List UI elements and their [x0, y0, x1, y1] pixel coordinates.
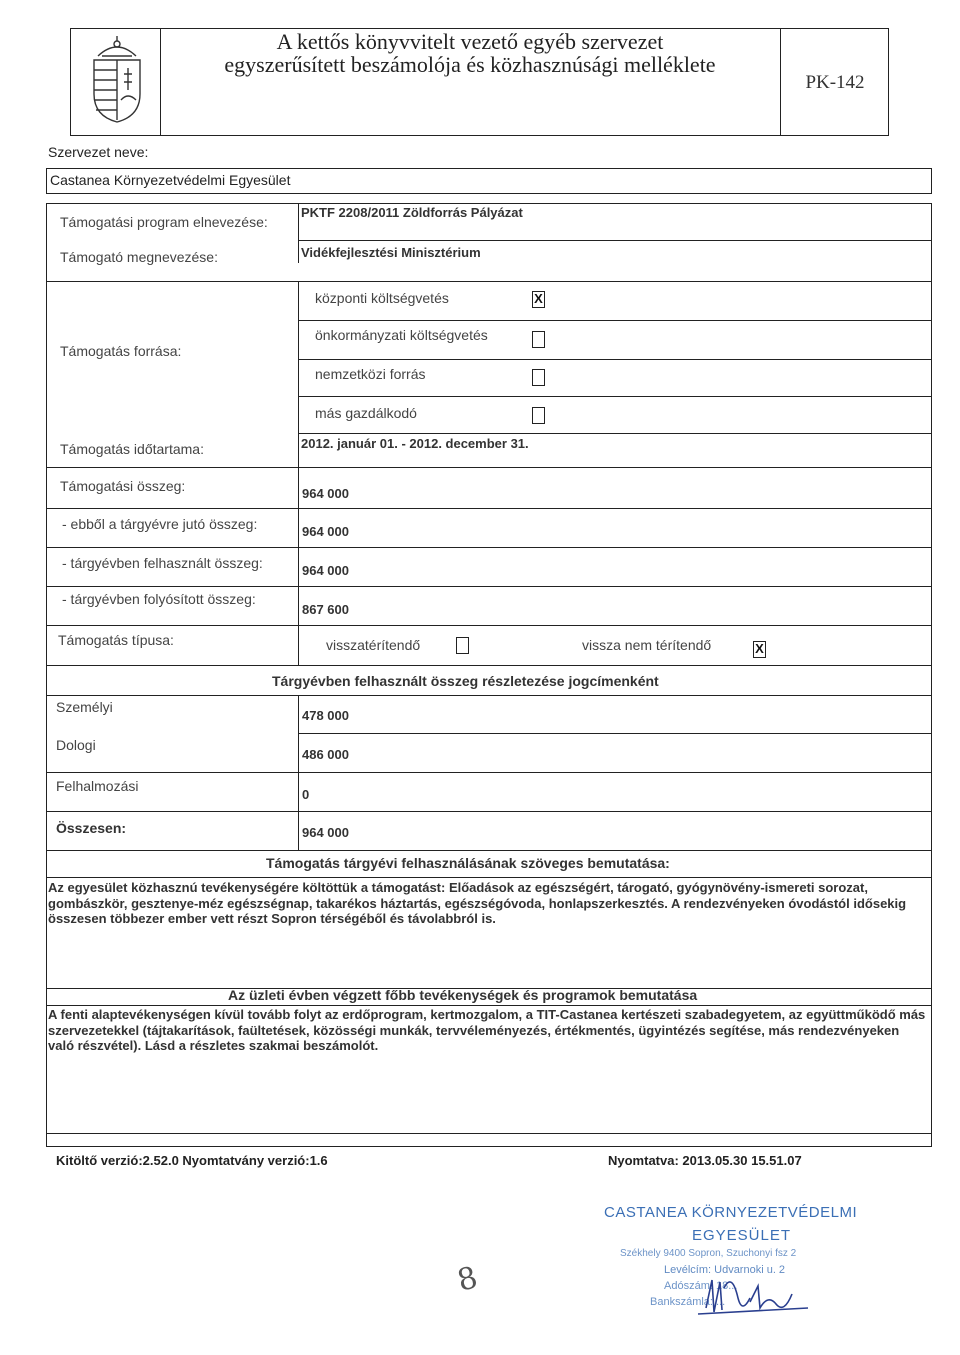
amount-divider-1	[46, 508, 932, 509]
program-value: PKTF 2208/2011 Zöldforrás Pályázat	[301, 205, 523, 220]
document-title	[160, 30, 780, 76]
title-line-2: egyszerűsített beszámolója és közhasznúsági melléklete	[224, 52, 716, 77]
source-divider-3	[298, 396, 932, 397]
breakdown-divider-3	[46, 811, 932, 812]
amount-total-value: 964 000	[302, 486, 349, 501]
activities-box-bottom	[46, 1133, 932, 1134]
supporter-label: Támogató megnevezése:	[60, 249, 218, 265]
breakdown-title-underline	[46, 695, 932, 696]
amount-divider-2	[46, 547, 932, 548]
activities-title-underline	[46, 1005, 932, 1006]
breakdown-total-value: 964 000	[302, 825, 349, 840]
breakdown-capital-value: 0	[302, 787, 310, 802]
amount-divider-4	[46, 625, 932, 626]
supporter-value: Vidékfejlesztési Minisztérium	[301, 245, 481, 260]
type-underline	[46, 665, 932, 666]
source-option-international-label: nemzetközi forrás	[315, 366, 426, 382]
activities-text: A fenti alaptevékenységen kívül tovább folyt az erdőprogram, kertmozgalom, a TIT-Castanea kertészeti szabadegyetem, az együttműködő más szervezetekkel (tájtakarítások, faültetések, közösségi munkák, tervvéleményezés, értékmentés, ügyintézés segítése, más rendezvényeken való részvétel). Lásd a részletes szakmai beszámolót.	[48, 1007, 926, 1053]
duration-value: 2012. január 01. - 2012. december 31.	[301, 436, 529, 451]
source-option-municipal-checkbox[interactable]	[532, 331, 545, 348]
column-divider-top	[298, 203, 299, 263]
hungarian-coat-of-arms-icon	[84, 34, 150, 126]
source-label: Támogatás forrása:	[60, 343, 182, 359]
usage-title: Támogatás tárgyévi felhasználásának szöveges bemutatása:	[266, 855, 670, 871]
breakdown-personal-label: Személyi	[56, 699, 113, 715]
stamp-line-4: Levélcím: Udvarnoki u. 2	[664, 1264, 786, 1276]
usage-text: Az egyesület közhasznú tevékenységére költöttük a támogatást: Előadások az egészségért, tárogató, gyógynövény-ismereti sorozat, gombászkör, gesztenye-méz egészségnap, takarékos háztartás, egészségóvoda, honlapszerkesztés. A rendezvényeken óvodástól idősekig összesen többezer ember vett részt Sopron térségéből és távolabbról is.	[48, 880, 907, 926]
supporter-underline	[46, 281, 932, 282]
breakdown-divider-2	[46, 772, 932, 773]
org-name-value: Castanea Környezetvédelmi Egyesület	[50, 172, 291, 188]
handwritten-page-mark: 8	[453, 1260, 482, 1299]
source-divider-4	[298, 433, 932, 434]
amount-used-label: - tárgyévben felhasznált összeg:	[62, 555, 263, 571]
breakdown-divider-1	[298, 733, 932, 734]
amount-total-label: Támogatási összeg:	[60, 478, 186, 494]
column-divider-source	[298, 281, 299, 433]
title-line-1: A kettős könyvvitelt vezető egyéb szervezet	[276, 29, 664, 54]
program-label: Támogatási program elnevezése:	[60, 214, 268, 230]
duration-underline	[46, 467, 932, 468]
form-code: PK-142	[805, 72, 865, 93]
amount-divider-3	[46, 586, 932, 587]
org-name-label: Szervezet neve:	[48, 144, 149, 160]
stamp-line-1: CASTANEA KÖRNYEZETVÉDELMI	[604, 1204, 858, 1221]
type-nonrefundable-label: vissza nem térítendő	[582, 637, 712, 653]
type-nonrefundable-checkbox[interactable]: X	[753, 641, 766, 658]
breakdown-total-label: Összesen:	[56, 820, 127, 836]
amount-used-value: 964 000	[302, 563, 349, 578]
source-option-other-checkbox[interactable]	[532, 407, 545, 424]
breakdown-divider-4	[46, 850, 932, 851]
source-option-central-label: központi költségvetés	[315, 290, 449, 306]
source-option-municipal-label: önkormányzati költségvetés	[315, 327, 488, 343]
stamp-line-5: Adószám: 18...	[664, 1280, 738, 1292]
duration-label: Támogatás időtartama:	[60, 441, 204, 457]
source-option-international-checkbox[interactable]	[532, 369, 545, 386]
breakdown-title: Tárgyévben felhasznált összeg részletezése jogcímenként	[272, 673, 659, 689]
source-divider-2	[298, 359, 932, 360]
footer-printed: Nyomtatva: 2013.05.30 15.51.07	[608, 1153, 802, 1168]
source-option-other-label: más gazdálkodó	[315, 405, 417, 421]
source-option-central-checkbox[interactable]: X	[532, 291, 545, 308]
activities-title: Az üzleti évben végzett főbb tevékenységek és programok bemutatása	[228, 987, 698, 1003]
type-refundable-label: visszatérítendő	[326, 637, 421, 653]
stamp-line-3: Székhely 9400 Sopron, Szuchonyi fsz 2	[620, 1248, 797, 1259]
stamp-line-2: EGYESÜLET	[692, 1227, 792, 1244]
type-refundable-checkbox[interactable]	[456, 637, 469, 654]
footer-version: Kitöltő verzió:2.52.0 Nyomtatvány verzió:1.6	[56, 1153, 328, 1168]
amount-disbursed-label: - tárgyévben folyósított összeg:	[62, 591, 256, 607]
amount-year-value: 964 000	[302, 524, 349, 539]
breakdown-capital-label: Felhalmozási	[56, 778, 139, 794]
source-divider-1	[298, 320, 932, 321]
breakdown-material-value: 486 000	[302, 747, 349, 762]
signature-icon	[688, 1268, 828, 1328]
breakdown-material-label: Dologi	[56, 737, 96, 753]
stamp-line-6: Bankszámla: ...	[650, 1296, 726, 1308]
breakdown-personal-value: 478 000	[302, 708, 349, 723]
amount-year-label: - ebből a tárgyévre jutó összeg:	[62, 516, 258, 532]
type-label: Támogatás típusa:	[58, 632, 174, 648]
program-underline	[298, 240, 932, 241]
amount-disbursed-value: 867 600	[302, 602, 349, 617]
